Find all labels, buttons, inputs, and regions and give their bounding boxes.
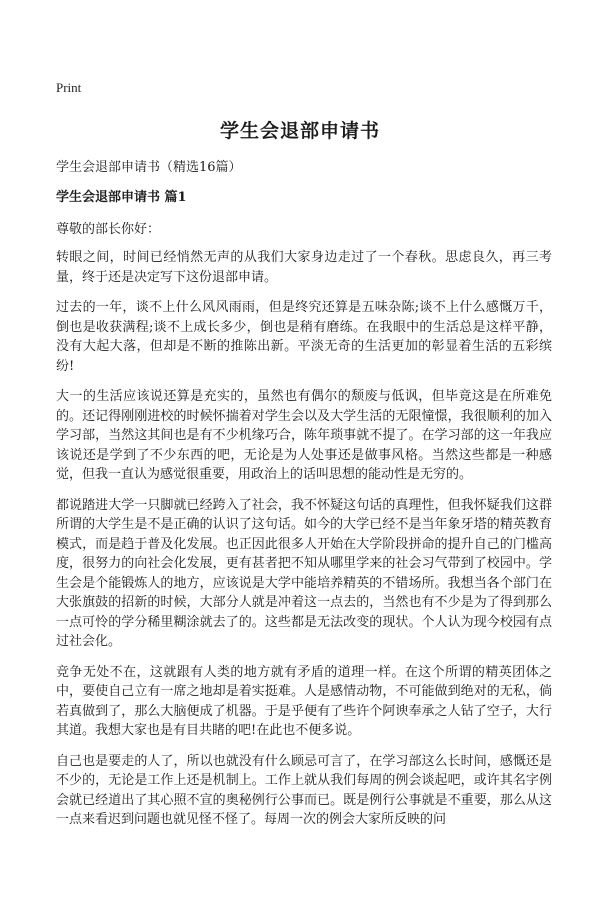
body-text <box>56 248 552 841</box>
paragraph-6: 自己也是要走的人了，所以也就没有什么顾忌可言了，在学习部这么长时间，感慨还是不少的，无论是工作上还是机制上。工作上就从我们每周的例会谈起吧，或许其名字例会就已经道出了其心照不宣的奥秘例行公事而已。既是例行公事就是不重要，那么从这一点来看迟到问题也就见怪不怪了。每周一次的例会大家所反映的问 <box>56 753 552 827</box>
greeting-line: 尊敬的部长你好： <box>56 222 161 237</box>
document-subtitle: 学生会退部申请书（精选16篇） <box>56 160 242 175</box>
paragraph-2: 过去的一年，谈不上什么风风雨雨，但是终究还算是五味杂陈;谈不上什么感慨万千，倒也是收获满程;谈不上成长多少，倒也是稍有磨练。在我眼中的生活总是这样平静，没有大起大落，但却是不断的推陈出新。平淡无奇的生活更加的彰显着生活的五彩缤纷! <box>56 300 552 374</box>
paragraph-4: 都说踏进大学一只脚就已经跨入了社会，我不怀疑这句话的真理性，但我怀疑我们这群所谓的大学生是不是正确的认识了这句话。如今的大学已经不是当年象牙塔的精英教育模式，而是趋于普及化发展。也正因此很多人开始在大学阶段拼命的提升自己的门槛高度，很努力的向社会化发展，更有甚者把不知从哪里学来的社会习气带到了校园中。学生会是个能锻炼人的地方，应该说是大学中能培养精英的不错场所。我想当各个部门在大张旗鼓的招新的时候，大部分人就是冲着这一点去的，当然也有不少是为了得到那么一点可怜的学分稀里糊涂就去了的。这些都是无法改变的现状。个人认为现今校园有点过社会化。 <box>56 497 552 649</box>
print-label: Print <box>56 80 82 95</box>
paragraph-3: 大一的生活应该说还算是充实的，虽然也有偶尔的颓废与低讽，但毕竟这是在所难免的。还记得刚刚进校的时候怀揣着对学生会以及大学生活的无限憧憬，我很顺利的加入学习部，当然这其间也是有不少机缘巧合，陈年琐事就不提了。在学习部的这一年我应该说还是学到了不少东西的吧，无论是为人处事还是做事风格。当然这些都是一种感觉，但我一直认为感觉很重要，用政治上的话叫思想的能动性是无穷的。 <box>56 389 552 482</box>
paragraph-1: 转眼之间，时间已经悄然无声的从我们大家身边走过了一个春秋。思虑良久，再三考量，终于还是决定写下这份退部申请。 <box>56 250 552 285</box>
section-heading: 学生会退部申请书 篇1 <box>56 190 187 205</box>
paragraph-5: 竞争无处不在，这就跟有人类的地方就有矛盾的道理一样。在这个所谓的精英团体之中，要使自己立有一席之地却是着实挺难。人是感情动物，不可能做到绝对的无私，倘若真做到了，那么大脑便成了机器。于是乎便有了些许个阿谀奉承之人钻了空子，大行其道。我想大家也是有目共睹的吧!在此也不便多说。 <box>56 664 552 738</box>
document-title: 学生会退部申请书 <box>219 120 380 142</box>
